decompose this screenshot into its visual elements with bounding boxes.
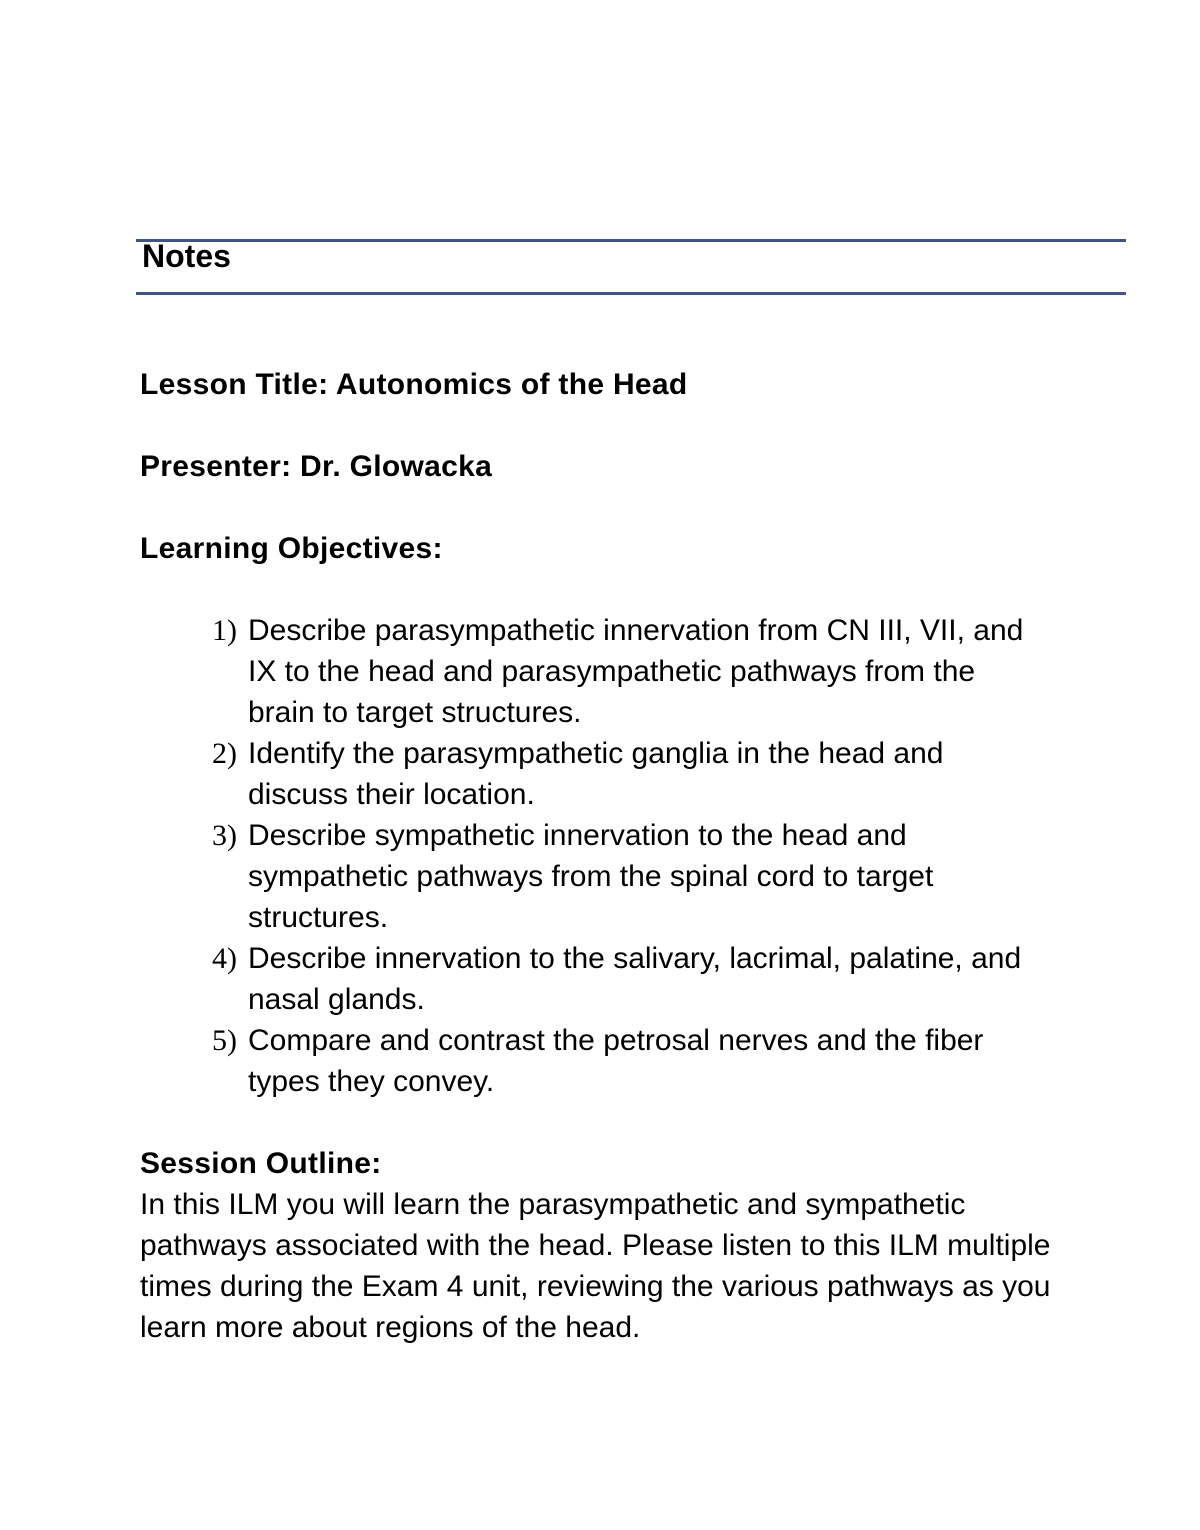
objective-text: Describe parasympathetic innervation from CN III, VII, and IX to the head and parasympathetic pathways from the brain to target structures.	[248, 614, 1024, 729]
objective-item	[212, 610, 1048, 733]
objective-number: 1)	[212, 614, 237, 647]
objective-number: 2)	[212, 737, 237, 770]
objective-item	[212, 938, 1048, 1020]
header-rule-bottom	[136, 292, 1126, 295]
objective-item	[212, 733, 1048, 815]
objective-text: Describe sympathetic innervation to the head and sympathetic pathways from the spinal cord to target structures.	[248, 819, 934, 934]
outline-heading: Session Outline:	[140, 1147, 382, 1180]
lesson-title: Lesson Title: Autonomics of the Head	[140, 368, 688, 401]
objective-text: Describe innervation to the salivary, lacrimal, palatine, and nasal glands.	[248, 942, 1022, 1016]
objectives-heading: Learning Objectives:	[140, 532, 443, 565]
objective-text: Identify the parasympathetic ganglia in the head and discuss their location.	[248, 737, 944, 811]
objective-number: 4)	[212, 942, 237, 975]
objective-number: 3)	[212, 819, 237, 852]
notes-heading: Notes	[142, 238, 231, 274]
document-body	[140, 364, 1100, 1348]
spacer	[140, 569, 1100, 610]
presenter: Presenter: Dr. Glowacka	[140, 450, 493, 483]
objectives-list	[212, 610, 1100, 1102]
header-rule-top	[136, 239, 1126, 242]
objective-item	[212, 1020, 1048, 1102]
spacer	[140, 487, 1100, 528]
objective-number: 5)	[212, 1024, 237, 1057]
spacer	[140, 405, 1100, 446]
outline-text: In this ILM you will learn the parasympathetic and sympathetic pathways associated with the head. Please listen to this ILM multiple times during the Exam 4 unit, reviewing the various pathways as you learn more about regions of the head.	[140, 1188, 1051, 1344]
objective-item	[212, 815, 1048, 938]
spacer	[140, 1102, 1100, 1143]
objective-text: Compare and contrast the petrosal nerves and the fiber types they convey.	[248, 1024, 984, 1098]
